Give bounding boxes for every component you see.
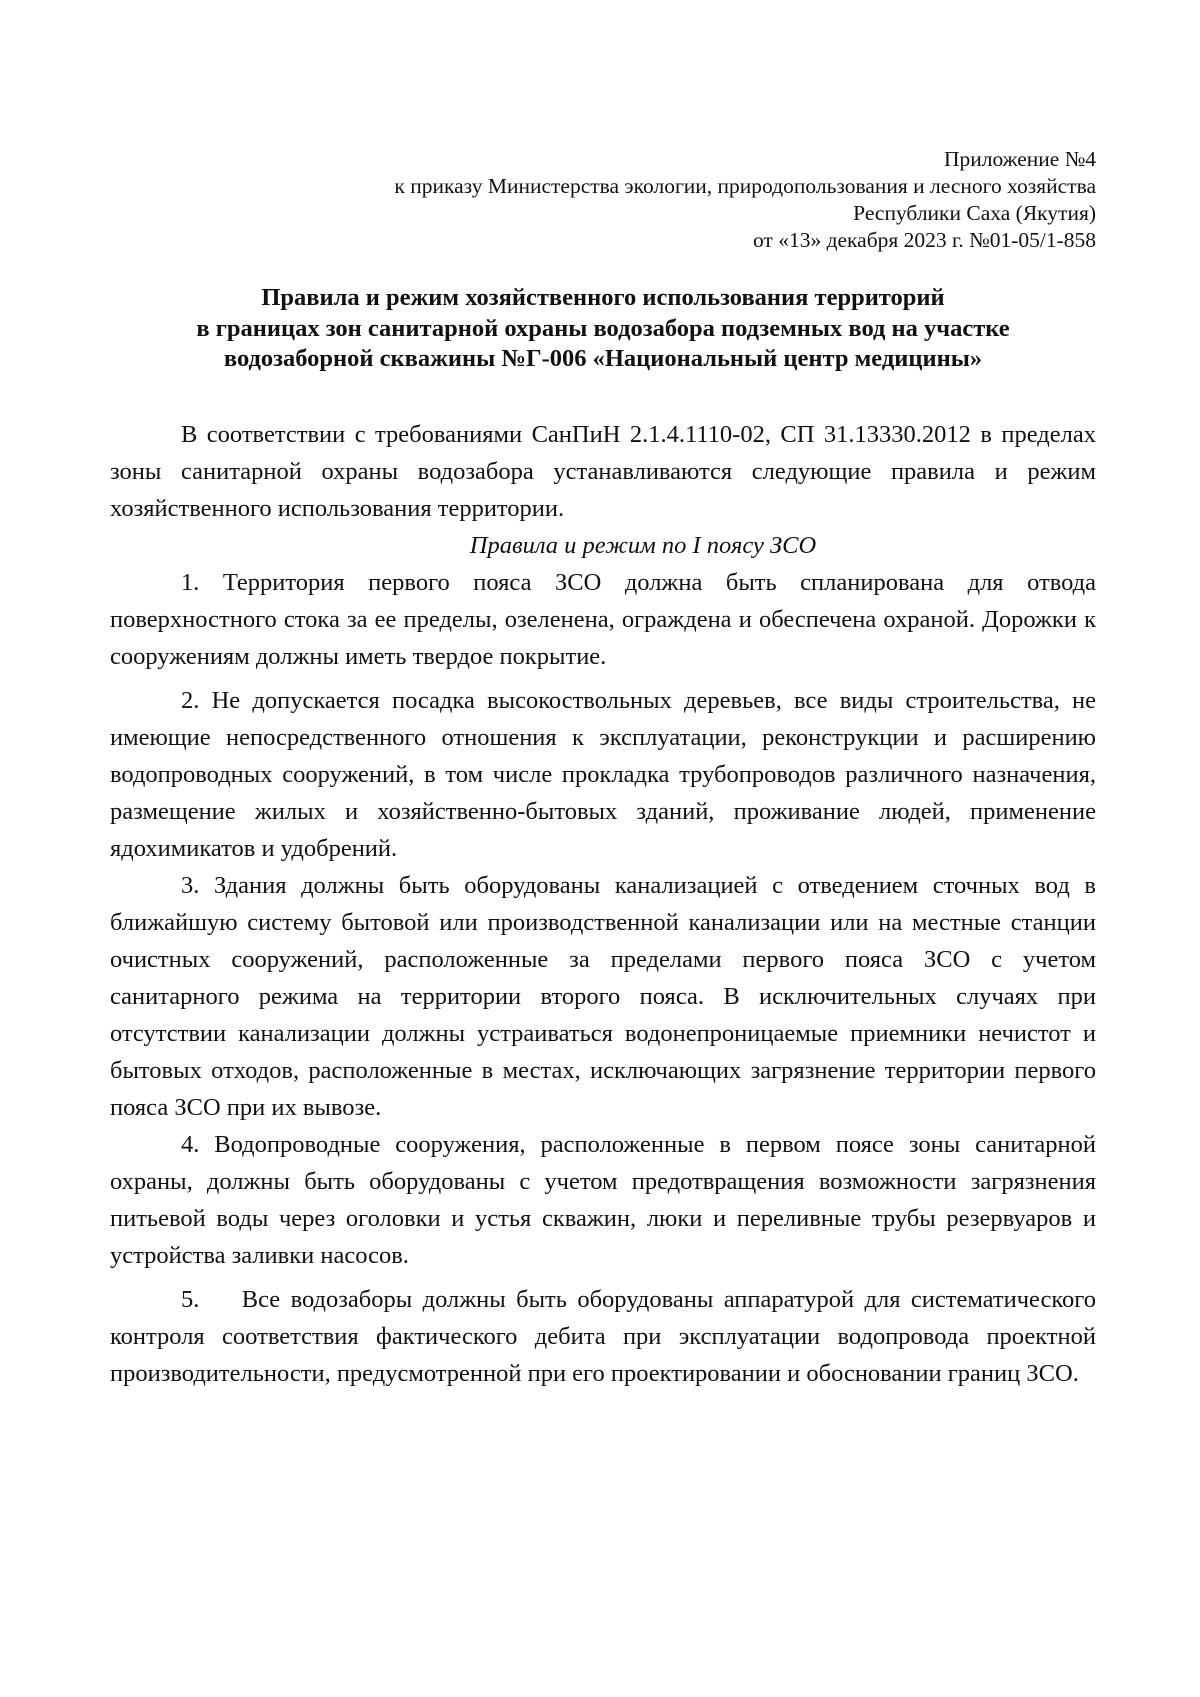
- rule-text: Водопроводные сооружения, расположенные в первом поясе зоны санитарной охраны, должны быть оборудованы с учетом предотвращения возможности загрязнения питьевой воды через оголовки и устья скважин, люки и переливные трубы резервуаров и устройства заливки насосов.: [110, 1131, 1097, 1269]
- title-line: водозаборной скважины №Г-006 «Национальный центр медицины»: [223, 345, 983, 372]
- document-title: [110, 283, 1096, 375]
- rule-number: 5.: [181, 1286, 200, 1313]
- rule-item-5: [110, 1281, 1096, 1392]
- rule-number: 4.: [181, 1131, 200, 1158]
- rule-item-3: [110, 867, 1096, 1126]
- rule-text: Здания должны быть оборудованы канализацией с отведением сточных вод в ближайшую систему бытовой или производственной канализации или на местные станции очистных сооружений, расположенные за пределами первого пояса ЗСО с учетом санитарного режима на территории второго пояса. В исключительных случаях при отсутствии канализации должны устраиваться водонепроницаемые приемники нечистот и бытовых отходов, расположенные в местах, исключающих загрязнение территории первого пояса ЗСО при их вывозе.: [110, 872, 1096, 1121]
- document-body: [110, 416, 1096, 1392]
- appendix-line: Приложение №4: [943, 147, 1096, 171]
- appendix-line: от «13» декабря 2023 г. №01-05/1-858: [752, 228, 1096, 252]
- rule-number: 3.: [181, 872, 200, 899]
- appendix-line: к приказу Министерства экологии, природопользования и лесного хозяйства: [394, 174, 1096, 198]
- rule-number: 2.: [181, 687, 200, 714]
- section-heading: Правила и режим по I поясу ЗСО: [469, 532, 817, 559]
- rule-number: 1.: [181, 569, 200, 596]
- rule-text: Все водозаборы должны быть оборудованы аппаратурой для систематического контроля соответствия фактического дебита при эксплуатации водопровода проектной производительности, предусмотренной при его проектировании и обосновании границ ЗСО.: [110, 1286, 1096, 1387]
- appendix-line: Республики Саха (Якутия): [853, 201, 1096, 225]
- rule-item-2: [110, 682, 1096, 867]
- rule-text: Не допускается посадка высокоствольных деревьев, все виды строительства, не имеющие непосредственного отношения к эксплуатации, реконструкции и расширению водопроводных сооружений, в том числе прокладка трубопроводов различного назначения, размещение жилых и хозяйственно-бытовых зданий, проживание людей, применение ядохимикатов и удобрений.: [110, 687, 1097, 862]
- rule-item-4: [110, 1126, 1096, 1274]
- appendix-header: [394, 146, 1096, 254]
- rule-item-1: [110, 564, 1096, 675]
- intro-paragraph: В соответствии с требованиями СанПиН 2.1.4.1110-02, СП 31.13330.2012 в пределах зоны санитарной охраны водозабора устанавливаются следующие правила и режим хозяйственного использования территории.: [110, 421, 1096, 522]
- title-line: в границах зон санитарной охраны водозабора подземных вод на участке: [196, 314, 1010, 342]
- title-line: Правила и режим хозяйственного использования территорий: [261, 284, 945, 311]
- rule-text: Территория первого пояса ЗСО должна быть спланирована для отвода поверхностного стока за ее пределы, озеленена, ограждена и обеспечена охраной. Дорожки к сооружениям должны иметь твердое покрытие.: [110, 569, 1096, 670]
